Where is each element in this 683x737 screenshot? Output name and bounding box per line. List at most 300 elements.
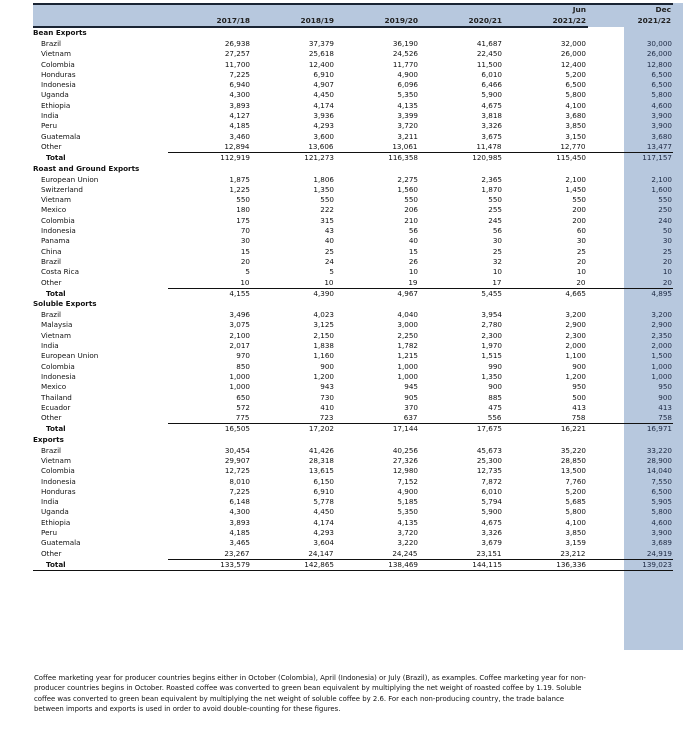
value-cell: 30 bbox=[662, 236, 672, 246]
row-label: Vietnam bbox=[41, 455, 71, 465]
row-label: China bbox=[41, 246, 62, 256]
value-cell: 3,936 bbox=[313, 111, 334, 121]
value-cell: 550 bbox=[404, 195, 418, 205]
table-row bbox=[33, 310, 673, 320]
row-label: Thailand bbox=[41, 392, 72, 402]
value-cell: 1,200 bbox=[565, 371, 586, 381]
value-cell: 116,358 bbox=[388, 153, 418, 163]
value-cell: 1,875 bbox=[229, 174, 250, 184]
value-cell: 30 bbox=[576, 236, 586, 246]
coffee-exports-table-container bbox=[33, 3, 673, 571]
value-cell: 120,985 bbox=[472, 153, 502, 163]
value-cell: 12,400 bbox=[308, 59, 334, 69]
value-cell: 2,150 bbox=[313, 330, 334, 340]
value-cell: 40 bbox=[408, 236, 418, 246]
value-cell: 4,907 bbox=[313, 80, 334, 90]
row-label: Other bbox=[41, 142, 62, 152]
value-cell: 10 bbox=[576, 267, 586, 277]
row-label: Total bbox=[33, 559, 168, 570]
value-cell: 11,700 bbox=[224, 59, 250, 69]
value-cell: 26,000 bbox=[560, 49, 586, 59]
value-cell: 990 bbox=[488, 361, 502, 371]
value-cell: 10 bbox=[252, 278, 336, 289]
value-cell: 10 bbox=[662, 267, 672, 277]
value-cell: 3,496 bbox=[229, 310, 250, 320]
value-cell: 4,185 bbox=[229, 528, 250, 538]
row-label: Other bbox=[41, 413, 62, 423]
value-cell: 20 bbox=[588, 278, 673, 289]
value-cell: 12,725 bbox=[224, 466, 250, 476]
value-cell: 60 bbox=[576, 226, 586, 236]
table-row bbox=[33, 132, 673, 142]
value-cell: 240 bbox=[658, 215, 672, 225]
table-header bbox=[33, 4, 673, 27]
row-label: Total bbox=[46, 288, 66, 298]
value-cell: 40,256 bbox=[392, 445, 418, 455]
value-cell: 29,907 bbox=[224, 455, 250, 465]
value-cell: 32 bbox=[492, 256, 502, 266]
value-cell: 3,000 bbox=[397, 320, 418, 330]
value-cell: 180 bbox=[236, 205, 250, 215]
section-header-row bbox=[33, 164, 673, 175]
value-cell: 943 bbox=[320, 382, 334, 392]
value-cell: 5,350 bbox=[397, 507, 418, 517]
value-cell: 12,735 bbox=[476, 466, 502, 476]
table-row bbox=[33, 351, 673, 361]
value-cell: 43 bbox=[324, 226, 334, 236]
value-cell: 5,800 bbox=[651, 507, 672, 517]
value-cell: 3,954 bbox=[481, 310, 502, 320]
table-row bbox=[33, 466, 673, 476]
value-cell: 3,818 bbox=[481, 111, 502, 121]
value-cell: 25 bbox=[576, 246, 586, 256]
value-cell: 1,806 bbox=[313, 174, 334, 184]
table-row bbox=[33, 538, 673, 548]
value-cell: 4,390 bbox=[313, 288, 334, 298]
value-cell: 36,190 bbox=[392, 39, 418, 48]
value-cell: 5 bbox=[245, 267, 250, 277]
value-cell: 5,800 bbox=[565, 507, 586, 517]
value-cell: 40 bbox=[324, 236, 334, 246]
value-cell: 138,469 bbox=[336, 559, 420, 570]
table-row bbox=[33, 278, 673, 289]
value-cell: 7,152 bbox=[397, 476, 418, 486]
value-cell: 27,326 bbox=[392, 455, 418, 465]
row-label: Honduras bbox=[41, 69, 76, 79]
value-cell: 15 bbox=[408, 246, 418, 256]
value-cell: 3,900 bbox=[651, 528, 672, 538]
value-cell: 4,135 bbox=[397, 100, 418, 110]
value-cell: 3,680 bbox=[565, 111, 586, 121]
value-cell: 10 bbox=[492, 267, 502, 277]
table-row bbox=[33, 185, 673, 195]
header-corner-bottom bbox=[33, 15, 168, 27]
value-cell: 28,850 bbox=[560, 455, 586, 465]
value-cell: 19 bbox=[336, 278, 420, 289]
value-cell: 245 bbox=[488, 215, 502, 225]
value-cell: 5,185 bbox=[397, 497, 418, 507]
value-cell: 25,300 bbox=[476, 455, 502, 465]
value-cell: 56 bbox=[408, 226, 418, 236]
row-label: Total bbox=[46, 424, 66, 434]
value-cell: 25,618 bbox=[308, 49, 334, 59]
value-cell: 4,967 bbox=[397, 288, 418, 298]
value-cell: 2,275 bbox=[397, 174, 418, 184]
value-cell: 1,350 bbox=[481, 371, 502, 381]
value-cell: 5,685 bbox=[565, 497, 586, 507]
section-title: Roast and Ground Exports bbox=[33, 163, 140, 173]
value-cell: 572 bbox=[236, 402, 250, 412]
value-cell: 1,838 bbox=[313, 341, 334, 351]
row-label: Malaysia bbox=[41, 320, 73, 330]
table-row bbox=[33, 257, 673, 267]
value-cell: 4,100 bbox=[565, 517, 586, 527]
value-cell: 2,365 bbox=[481, 174, 502, 184]
value-cell: 3,893 bbox=[229, 517, 250, 527]
value-cell: 2,900 bbox=[651, 320, 672, 330]
table-row bbox=[33, 487, 673, 497]
value-cell: 26 bbox=[408, 256, 418, 266]
table-row bbox=[33, 518, 673, 528]
value-cell: 5,905 bbox=[651, 497, 672, 507]
row-label: Indonesia bbox=[41, 371, 76, 381]
section-title: Soluble Exports bbox=[33, 299, 97, 309]
table-row bbox=[33, 216, 673, 226]
value-cell: 12,770 bbox=[504, 142, 588, 153]
row-label: Other bbox=[41, 548, 62, 558]
value-cell: 4,127 bbox=[229, 111, 250, 121]
value-cell: 17,202 bbox=[308, 424, 334, 434]
value-cell: 905 bbox=[404, 392, 418, 402]
value-cell: 4,450 bbox=[313, 90, 334, 100]
value-cell: 4,600 bbox=[651, 100, 672, 110]
value-cell: 2,100 bbox=[565, 174, 586, 184]
value-cell: 5,900 bbox=[481, 507, 502, 517]
row-label: Panama bbox=[41, 236, 70, 246]
header-col-3-top bbox=[336, 4, 420, 15]
value-cell: 1,970 bbox=[481, 341, 502, 351]
coffee-exports-table bbox=[33, 3, 673, 571]
value-cell: 758 bbox=[588, 413, 673, 424]
value-cell: 900 bbox=[488, 382, 502, 392]
value-cell: 730 bbox=[320, 392, 334, 402]
value-cell: 4,450 bbox=[313, 507, 334, 517]
value-cell: 6,500 bbox=[565, 80, 586, 90]
row-label: Brazil bbox=[41, 39, 62, 48]
value-cell: 200 bbox=[572, 205, 586, 215]
row-label: Indonesia bbox=[41, 476, 76, 486]
table-row bbox=[33, 70, 673, 80]
section-title-dec-cell bbox=[588, 164, 673, 175]
value-cell: 4,293 bbox=[313, 528, 334, 538]
value-cell: 3,220 bbox=[397, 538, 418, 548]
value-cell: 4,135 bbox=[397, 517, 418, 527]
value-cell: 413 bbox=[572, 402, 586, 412]
value-cell: 970 bbox=[236, 351, 250, 361]
value-cell: 255 bbox=[488, 205, 502, 215]
value-cell: 945 bbox=[404, 382, 418, 392]
value-cell: 6,150 bbox=[313, 476, 334, 486]
value-cell: 4,675 bbox=[481, 100, 502, 110]
row-label: Guatemala bbox=[41, 131, 81, 141]
value-cell: 6,940 bbox=[229, 80, 250, 90]
value-cell: 556 bbox=[420, 413, 504, 424]
value-cell: 25 bbox=[492, 246, 502, 256]
value-cell: 3,689 bbox=[651, 538, 672, 548]
value-cell: 41,687 bbox=[476, 39, 502, 48]
value-cell: 4,300 bbox=[229, 507, 250, 517]
header-col-6-top: Dec bbox=[588, 4, 673, 15]
value-cell: 6,910 bbox=[313, 486, 334, 496]
value-cell: 121,273 bbox=[304, 153, 334, 163]
total-row bbox=[33, 424, 673, 435]
table-row bbox=[33, 111, 673, 121]
value-cell: 3,211 bbox=[397, 131, 418, 141]
value-cell: 142,865 bbox=[252, 559, 336, 570]
value-cell: 20 bbox=[504, 278, 588, 289]
row-label: Honduras bbox=[41, 486, 76, 496]
row-label: Brazil bbox=[41, 310, 62, 320]
value-cell: 17,144 bbox=[392, 424, 418, 434]
header-corner bbox=[33, 4, 168, 15]
value-cell: 550 bbox=[236, 195, 250, 205]
value-cell: 3,675 bbox=[481, 131, 502, 141]
section-title-dec-cell bbox=[588, 299, 673, 310]
value-cell: 5,200 bbox=[565, 69, 586, 79]
value-cell: 50 bbox=[662, 226, 672, 236]
table-row bbox=[33, 507, 673, 517]
value-cell: 37,379 bbox=[308, 39, 334, 48]
value-cell: 3,326 bbox=[481, 121, 502, 131]
value-cell: 550 bbox=[320, 195, 334, 205]
value-cell: 6,500 bbox=[651, 69, 672, 79]
value-cell: 133,579 bbox=[168, 559, 252, 570]
value-cell: 4,900 bbox=[397, 69, 418, 79]
row-label: India bbox=[41, 111, 59, 121]
value-cell: 3,679 bbox=[481, 538, 502, 548]
value-cell: 5,200 bbox=[565, 486, 586, 496]
value-cell: 20 bbox=[662, 256, 672, 266]
value-cell: 35,220 bbox=[560, 445, 586, 455]
value-cell: 5,900 bbox=[481, 90, 502, 100]
row-label: Peru bbox=[41, 528, 58, 538]
value-cell: 3,326 bbox=[481, 528, 502, 538]
value-cell: 3,150 bbox=[565, 131, 586, 141]
value-cell: 13,061 bbox=[336, 142, 420, 153]
table-row bbox=[33, 331, 673, 341]
value-cell: 650 bbox=[236, 392, 250, 402]
value-cell: 5 bbox=[329, 267, 334, 277]
value-cell: 16,221 bbox=[560, 424, 586, 434]
section-title: Exports bbox=[33, 435, 64, 445]
value-cell: 315 bbox=[320, 215, 334, 225]
value-cell: 3,125 bbox=[313, 320, 334, 330]
value-cell: 5,800 bbox=[651, 90, 672, 100]
value-cell: 1,160 bbox=[313, 351, 334, 361]
total-row bbox=[33, 559, 673, 570]
value-cell: 370 bbox=[404, 402, 418, 412]
value-cell: 5,800 bbox=[565, 90, 586, 100]
value-cell: 10 bbox=[168, 278, 252, 289]
value-cell: 758 bbox=[504, 413, 588, 424]
value-cell: 115,450 bbox=[556, 153, 586, 163]
value-cell: 112,919 bbox=[220, 153, 250, 163]
header-col-6: 2021/22 bbox=[588, 15, 673, 27]
value-cell: 24,919 bbox=[588, 549, 673, 560]
header-col-2: 2018/19 bbox=[252, 15, 336, 27]
table-row bbox=[33, 195, 673, 205]
value-cell: 550 bbox=[572, 195, 586, 205]
value-cell: 23,151 bbox=[420, 549, 504, 560]
value-cell: 24,245 bbox=[336, 549, 420, 560]
row-label: Vietnam bbox=[41, 49, 71, 59]
value-cell: 13,500 bbox=[560, 466, 586, 476]
row-label: Mexico bbox=[41, 205, 67, 215]
header-col-1: 2017/18 bbox=[168, 15, 252, 27]
value-cell: 4,155 bbox=[229, 288, 250, 298]
value-cell: 2,350 bbox=[651, 330, 672, 340]
value-cell: 850 bbox=[236, 361, 250, 371]
row-label: Ethiopia bbox=[41, 517, 71, 527]
table-row bbox=[33, 80, 673, 90]
value-cell: 900 bbox=[658, 392, 672, 402]
value-cell: 45,673 bbox=[476, 445, 502, 455]
value-cell: 139,023 bbox=[588, 559, 673, 570]
value-cell: 12,800 bbox=[646, 59, 672, 69]
row-label: Other bbox=[41, 277, 62, 287]
value-cell: 12,980 bbox=[392, 466, 418, 476]
table-row bbox=[33, 90, 673, 100]
table-row bbox=[33, 247, 673, 257]
value-cell: 2,780 bbox=[481, 320, 502, 330]
value-cell: 475 bbox=[488, 402, 502, 412]
row-label: Brazil bbox=[41, 256, 62, 266]
value-cell: 26,938 bbox=[224, 39, 250, 48]
table-row bbox=[33, 236, 673, 246]
value-cell: 16,971 bbox=[646, 424, 672, 434]
header-col-5: 2021/22 bbox=[504, 15, 588, 27]
table-body bbox=[33, 27, 673, 571]
value-cell: 950 bbox=[658, 382, 672, 392]
value-cell: 3,200 bbox=[565, 310, 586, 320]
value-cell: 4,293 bbox=[313, 121, 334, 131]
value-cell: 6,910 bbox=[313, 69, 334, 79]
table-row bbox=[33, 477, 673, 487]
value-cell: 56 bbox=[492, 226, 502, 236]
value-cell: 3,159 bbox=[565, 538, 586, 548]
value-cell: 3,200 bbox=[651, 310, 672, 320]
header-col-4-top bbox=[420, 4, 504, 15]
header-col-1-top bbox=[168, 4, 252, 15]
value-cell: 6,148 bbox=[229, 497, 250, 507]
row-label: Colombia bbox=[41, 361, 75, 371]
value-cell: 1,350 bbox=[313, 184, 334, 194]
value-cell: 7,225 bbox=[229, 486, 250, 496]
value-cell: 2,000 bbox=[651, 341, 672, 351]
value-cell: 4,600 bbox=[651, 517, 672, 527]
value-cell: 28,318 bbox=[308, 455, 334, 465]
value-cell: 32,000 bbox=[560, 39, 586, 48]
row-label: Colombia bbox=[41, 215, 75, 225]
value-cell: 3,893 bbox=[229, 100, 250, 110]
value-cell: 410 bbox=[320, 402, 334, 412]
table-row bbox=[33, 403, 673, 413]
value-cell: 30,454 bbox=[224, 445, 250, 455]
section-header-row bbox=[33, 27, 673, 39]
value-cell: 13,477 bbox=[588, 142, 673, 153]
row-label: Indonesia bbox=[41, 226, 76, 236]
value-cell: 30 bbox=[492, 236, 502, 246]
value-cell: 500 bbox=[572, 392, 586, 402]
table-row bbox=[33, 446, 673, 456]
row-label: Indonesia bbox=[41, 80, 76, 90]
value-cell: 1,000 bbox=[397, 361, 418, 371]
value-cell: 23,212 bbox=[504, 549, 588, 560]
value-cell: 8,010 bbox=[229, 476, 250, 486]
value-cell: 17,675 bbox=[476, 424, 502, 434]
value-cell: 4,665 bbox=[565, 288, 586, 298]
value-cell: 17 bbox=[420, 278, 504, 289]
table-row bbox=[33, 549, 673, 560]
value-cell: 26,000 bbox=[646, 49, 672, 59]
value-cell: 70 bbox=[240, 226, 250, 236]
value-cell: 25 bbox=[662, 246, 672, 256]
value-cell: 550 bbox=[488, 195, 502, 205]
table-row bbox=[33, 49, 673, 59]
value-cell: 3,680 bbox=[651, 131, 672, 141]
section-title: Bean Exports bbox=[33, 28, 87, 38]
value-cell: 637 bbox=[336, 413, 420, 424]
value-cell: 4,100 bbox=[565, 100, 586, 110]
value-cell: 1,000 bbox=[229, 371, 250, 381]
value-cell: 4,300 bbox=[229, 90, 250, 100]
value-cell: 7,225 bbox=[229, 69, 250, 79]
row-label: India bbox=[41, 341, 59, 351]
value-cell: 775 bbox=[168, 413, 252, 424]
header-col-2-top bbox=[252, 4, 336, 15]
table-row bbox=[33, 382, 673, 392]
value-cell: 1,450 bbox=[565, 184, 586, 194]
value-cell: 1,000 bbox=[651, 371, 672, 381]
row-label: European Union bbox=[41, 351, 99, 361]
value-cell: 30 bbox=[240, 236, 250, 246]
value-cell: 3,399 bbox=[397, 111, 418, 121]
value-cell: 13,615 bbox=[308, 466, 334, 476]
section-title-dec-cell bbox=[588, 27, 673, 39]
value-cell: 2,300 bbox=[565, 330, 586, 340]
value-cell: 6,500 bbox=[651, 80, 672, 90]
value-cell: 7,550 bbox=[651, 476, 672, 486]
table-row bbox=[33, 60, 673, 70]
value-cell: 206 bbox=[404, 205, 418, 215]
value-cell: 2,100 bbox=[651, 174, 672, 184]
value-cell: 20 bbox=[576, 256, 586, 266]
value-cell: 6,010 bbox=[481, 486, 502, 496]
value-cell: 4,185 bbox=[229, 121, 250, 131]
table-row bbox=[33, 205, 673, 215]
value-cell: 1,560 bbox=[397, 184, 418, 194]
value-cell: 6,466 bbox=[481, 80, 502, 90]
header-col-4: 2020/21 bbox=[420, 15, 504, 27]
value-cell: 1,000 bbox=[397, 371, 418, 381]
value-cell: 25 bbox=[324, 246, 334, 256]
value-cell: 41,426 bbox=[308, 445, 334, 455]
value-cell: 7,872 bbox=[481, 476, 502, 486]
table-row bbox=[33, 372, 673, 382]
row-label: Ecuador bbox=[41, 402, 71, 412]
value-cell: 413 bbox=[658, 402, 672, 412]
value-cell: 1,000 bbox=[229, 382, 250, 392]
